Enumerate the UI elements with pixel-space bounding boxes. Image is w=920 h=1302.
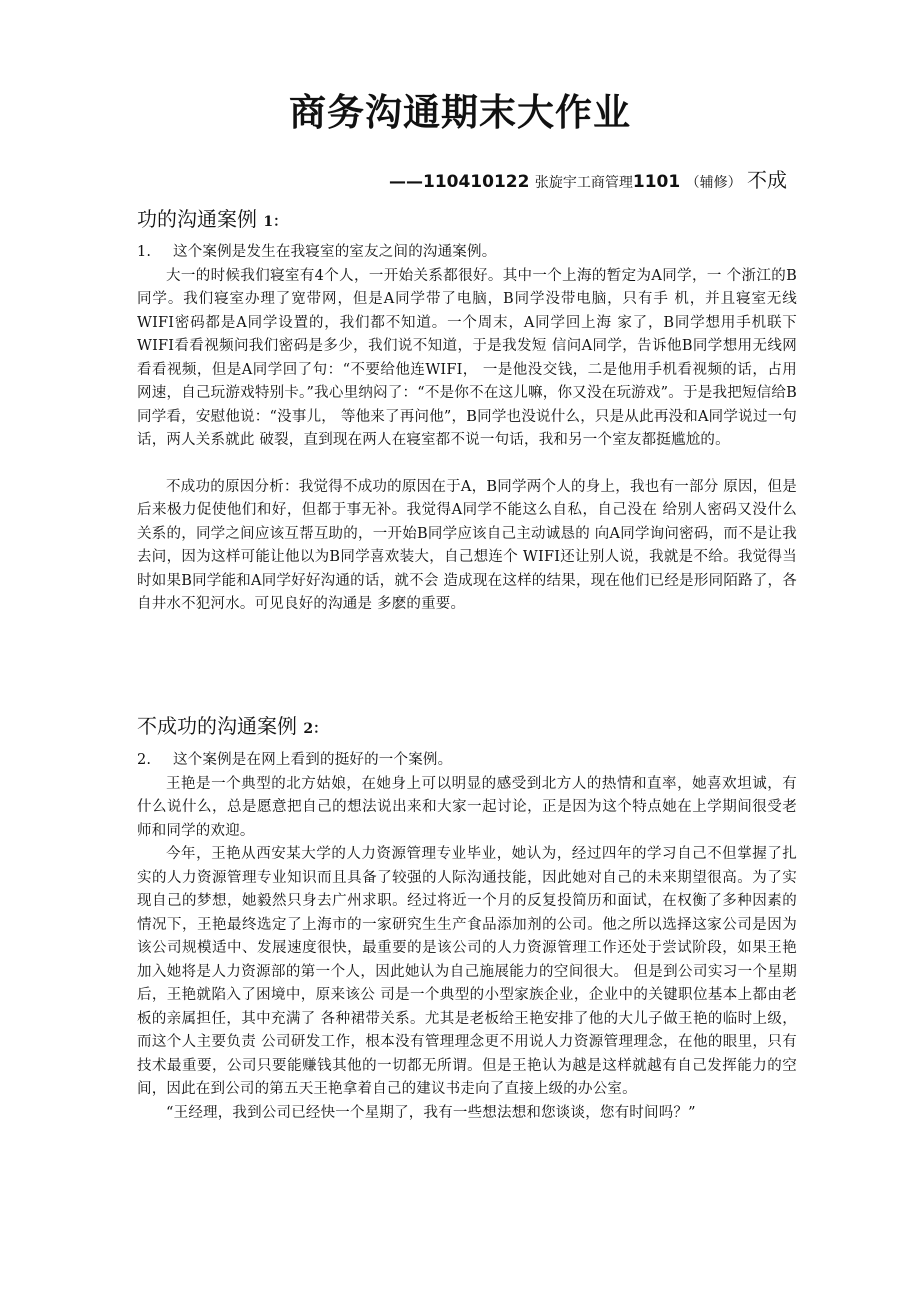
section2-heading: [137, 710, 327, 739]
byline-student-id: ——110410122: [388, 172, 530, 192]
section1-paragraph-1: 大一的时候我们寝室有4个人，一开始关系都很好。其中一个上海的暂定为A同学，一 个浙江的B同学。我们寝室办理了宽带网，但是A同学带了电脑，B同学没带电脑，只有手 机，并且寝室无线WIFI密码都是A同学设置的，我们都不知道。一个周末，A同学回上海 家了，B同学想用手机联下WIFI看看视频问我们密码是多少，我们说不知道，于是我发短 信问A同学，告诉他B同学想用无线网看看视频，但是A同学回了句：“不要给他连WIFI， 一是他没交钱，二是他用手机看视频的话，占用网速，自己玩游戏特别卡。”我心里纳闷了：“不是你不在这儿嘛，你又没在玩游戏”。于是我把短信给B同学看，安慰他说：“没事儿， 等他来了再问他”，B同学也没说什么，只是从此再没和A同学说过一句话，两人关系就此 破裂，直到现在两人在寝室都不说一句话，我和另一个室友都挺尴尬的。: [137, 267, 797, 448]
section1-item-num: 1.: [137, 244, 152, 260]
section1-heading-num: 1：: [263, 214, 288, 230]
section2-paragraph-3: “王经理，我到公司已经快一个星期了，我有一些想法想和您谈谈，您有时间吗？”: [166, 1104, 696, 1121]
section2-heading-num: 2：: [303, 721, 328, 737]
section1-item: [137, 241, 797, 265]
byline-class: 1101: [632, 172, 681, 192]
section1-paragraph-2: 不成功的原因分析：我觉得不成功的原因在于A，B同学两个人的身上，我也有一部分 原因，但是后来极力促使他们和好，但都于事无补。我觉得A同学不能这么自私，自己没在 给别人密码又没什么关系的，同学之间应该互帮互助的，一开始B同学应该自己主动诚恳的 向A同学询问密码，而不是让我去问，因为这样可能让他以为B同学喜欢装大，自己想连个 WIFI还让别人说，我就是不给。我觉得当时如果B同学能和A同学好好沟通的话，就不会 造成现在这样的结果，现在他们已经是形同陌路了，各自井水不犯河水。可见良好的沟通是 多麽的重要。: [137, 478, 797, 612]
section2-paragraph-2: 今年，王艳从西安某大学的人力资源管理专业毕业，她认为，经过四年的学习自己不但掌握了扎实的人力资源管理专业知识而且具备了较强的人际沟通技能，因此她对自己的未来期望很高。为了实现自己的梦想，她毅然只身去广州求职。经过将近一个月的反复投简历和面试，在权衡了多种因素的情况下，王艳最终选定了上海市的一家研究生生产食品添加剂的公司。他之所以选择这家公司是因为该公司规模适中、发展速度很快，最重要的是该公司的人力资源管理工作还处于尝试阶段，如果王艳加入她将是人力资源部的第一个人，因此她认为自己施展能力的空间很大。 但是到公司实习一个星期后，王艳就陷入了困境中，原来该公 司是一个典型的小型家族企业，企业中的关键职位基本上都由老板的亲属担任，其中充满了 各种裙带关系。尤其是老板给王艳安排了他的大儿子做王艳的临时上级，而这个人主要负责 公司研发工作，根本没有管理理念更不用说人力资源管理理念，在他的眼里，只有技术最重要，公司只要能赚钱其他的一切都无所谓。但是王艳认为越是这样就越有自己发挥能力的空间，因此在到公司的第五天王艳拿着自己的建议书走向了直接上级的办公室。: [137, 846, 797, 1097]
section2-item-text: 这个案例是在网上看到的挺好的一个案例。: [173, 752, 453, 768]
section2-item-num: 2.: [137, 752, 152, 768]
section1-heading: [137, 203, 287, 232]
section2-heading-text: 不成功的沟通案例: [137, 714, 297, 738]
section2-paragraph-1: 王艳是一个典型的北方姑娘，在她身上可以明显的感受到北方人的热情和直率，她喜欢坦诚，有什么说什么，总是愿意把自己的想法说出来和大家一起讨论，正是因为这个特点她在上学期间很受老师和同学的欢迎。: [137, 775, 797, 839]
document-title: 商务沟通期末大作业: [289, 91, 631, 134]
section1-item-text: 这个案例是发生在我寝室的室友之间的沟通案例。: [173, 244, 497, 260]
section2-body: [137, 749, 797, 1125]
byline-note: （辅修）: [685, 175, 742, 191]
section1-body: [137, 241, 797, 617]
byline-tail: 不成: [747, 168, 787, 192]
section1-heading-text: 功的沟通案例: [137, 207, 257, 231]
byline-author: 张旋宇工商管理: [534, 175, 633, 191]
author-byline: [389, 164, 787, 193]
section2-item: [137, 749, 797, 773]
